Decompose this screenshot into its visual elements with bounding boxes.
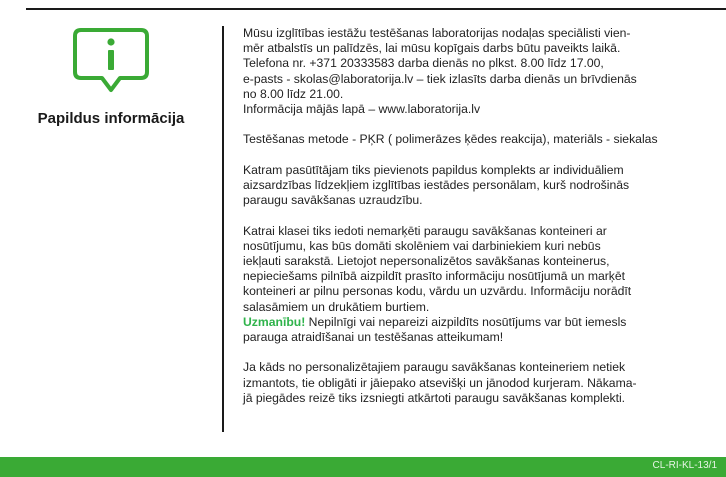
unused-containers-paragraph [243, 360, 705, 406]
text-line: iekļauti sarakstā. Lietojot nepersonalizētos savākšanas konteinerus, [243, 254, 610, 268]
text-line: aizsardzības līdzekļiem izglītības iestādes personālam, kurš nodrošinās [243, 178, 630, 192]
text-line: Katram pasūtītājam tiks pievienots papildus komplekts ar individuāliem [243, 162, 624, 177]
text-line: salasāmiem un drukātiem burtiem. [243, 299, 430, 314]
top-rule [26, 8, 726, 10]
contact-paragraph [243, 26, 705, 117]
info-content [243, 26, 705, 406]
text-line: izmantots, tie obligāti ir jāiepako atsevišķi un jānodod kurjeram. Nākama- [243, 375, 637, 390]
text-line: mēr atbalstīs un palīdzēs, lai mūsu kopīgais darbs būtu paveikts laikā. [243, 41, 621, 56]
text-line: Testēšanas metode - PĶR ( polimerāzes ķēdes reakcija), materiāls - siekalas [243, 132, 658, 147]
text-line: Katrai klasei tiks iedoti nemarķēti paraugu savākšanas konteineri ar [243, 223, 607, 238]
text-line: paraugu savākšanas uzraudzību. [243, 193, 423, 208]
warning-line: parauga atraidīšanai un testēšanas atteikumam! [243, 330, 504, 345]
paragraph-gap [243, 208, 705, 223]
sidebar [0, 26, 222, 127]
paragraph-gap [243, 117, 705, 132]
warning-line [243, 315, 705, 330]
text-line: jā piegādes reizē tiks izsniegti atkārtoti paraugu savākšanas komplekti. [243, 390, 626, 405]
ppe-paragraph [243, 163, 705, 209]
text-line: konteineri ar pilnu personas kodu, vārdu un uzvārdu. Informāciju norādīt [243, 284, 632, 299]
text-line: nosūtījumu, kas būs domāti skolēniem vai darbiniekiem kuri nebūs [243, 238, 601, 253]
footer-band [0, 457, 726, 477]
sidebar-title: Papildus informācija [37, 110, 185, 127]
text-line: Telefona nr. +371 20333583 darba dienās no plkst. 8.00 līdz 17.00, [243, 56, 604, 71]
containers-paragraph [243, 224, 705, 346]
warning-text: Nepilnīgi vai nepareizi aizpildīts nosūtījums var būt iemesls [305, 314, 627, 329]
text-line: nepieciešams pilnībā aizpildīt prasīto informāciju nosūtījumā un marķēt [243, 269, 626, 284]
paragraph-gap [243, 345, 705, 360]
text-line: Ja kāds no personalizētajiem paraugu savākšanas konteineriem netiek [243, 360, 626, 375]
method-paragraph [243, 132, 705, 147]
text-line: Mūsu izglītības iestāžu testēšanas laboratorijas nodaļas speciālisti vien- [243, 26, 631, 40]
info-speech-bubble-icon [71, 26, 151, 96]
document-code: CL-RI-KL-13/1 [652, 460, 717, 471]
paragraph-gap [243, 148, 705, 163]
warning-label: Uzmanību! [243, 314, 306, 329]
text-line: Informācija mājās lapā – www.laboratorija.lv [243, 102, 481, 117]
text-line: no 8.00 līdz 21.00. [243, 86, 344, 101]
text-line: e-pasts - skolas@laboratorija.lv – tiek izlasīts darba dienās un brīvdienās [243, 71, 637, 86]
vertical-divider [222, 26, 224, 432]
